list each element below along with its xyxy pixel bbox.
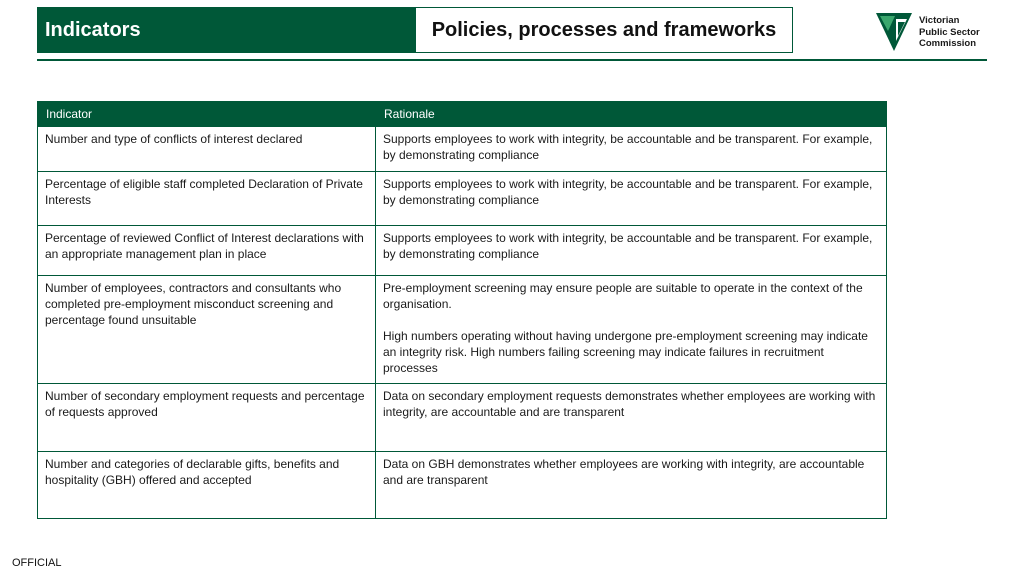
table-row	[38, 172, 887, 226]
indicator-cell	[38, 452, 376, 519]
logo-line-3: Commission	[919, 38, 977, 49]
rationale-text: Supports employees to work with integrity, be accountable and be transparent. For example, by demonstrating compliance	[383, 231, 873, 261]
classification-label: OFFICIAL	[12, 557, 62, 569]
table-row	[38, 276, 887, 384]
indicator-text: Number and categories of declarable gifts, benefits and hospitality (GBH) offered and accepted	[45, 457, 340, 487]
indicator-text: Number and type of conflicts of interest declared	[45, 132, 303, 146]
rationale-text: Supports employees to work with integrity, be accountable and be transparent. For example, by demonstrating compliance	[383, 132, 873, 162]
indicator-text: Number of secondary employment requests and percentage of requests approved	[45, 389, 365, 419]
vpsc-logo	[876, 13, 980, 51]
rationale-text: Pre-employment screening may ensure people are suitable to operate in the context of the organisation.	[383, 281, 863, 311]
rationale-text: High numbers operating without having undergone pre-employment screening may indicate an integrity risk. High numbers failing screening may indicate failures in recruitment processes	[383, 329, 868, 375]
logo-wordmark	[919, 15, 980, 50]
table-row	[38, 226, 887, 276]
logo-line-2: Public Sector	[919, 26, 980, 38]
page-title: Policies, processes and frameworks	[415, 7, 793, 53]
rationale-cell	[376, 172, 887, 226]
indicator-cell	[38, 276, 376, 384]
rationale-cell	[376, 127, 887, 172]
rationale-cell	[376, 276, 887, 384]
rationale-text: Supports employees to work with integrity, be accountable and be transparent. For example, by demonstrating compliance	[383, 177, 873, 207]
rationale-cell	[376, 384, 887, 452]
indicator-text: Number of employees, contractors and consultants who completed pre-employment misconduct screening and percentage found unsuitable	[45, 281, 342, 327]
column-header-rationale: Rationale	[376, 102, 887, 127]
indicator-text: Percentage of eligible staff completed Declaration of Private Interests	[45, 177, 363, 207]
indicator-cell	[38, 172, 376, 226]
rationale-text: Data on secondary employment requests demonstrates whether employees are working with integrity, are accountable and are transparent	[383, 389, 876, 419]
rationale-cell	[376, 226, 887, 276]
rationale-text: Data on GBH demonstrates whether employees are working with integrity, are accountable and are transparent	[383, 457, 865, 487]
indicators-table	[37, 101, 887, 519]
indicator-cell	[38, 127, 376, 172]
table-row	[38, 384, 887, 452]
indicator-cell	[38, 226, 376, 276]
indicator-cell	[38, 384, 376, 452]
vpsc-logo-icon	[876, 13, 912, 51]
rationale-cell	[376, 452, 887, 519]
header-divider	[37, 59, 987, 61]
table-row	[38, 452, 887, 519]
table-header-row	[38, 102, 887, 127]
section-title: Indicators	[37, 7, 415, 53]
indicator-text: Percentage of reviewed Conflict of Interest declarations with an appropriate management plan in place	[45, 231, 364, 261]
logo-line-1: Victorian	[919, 15, 960, 26]
column-header-indicator: Indicator	[38, 102, 376, 127]
table-row	[38, 127, 887, 172]
